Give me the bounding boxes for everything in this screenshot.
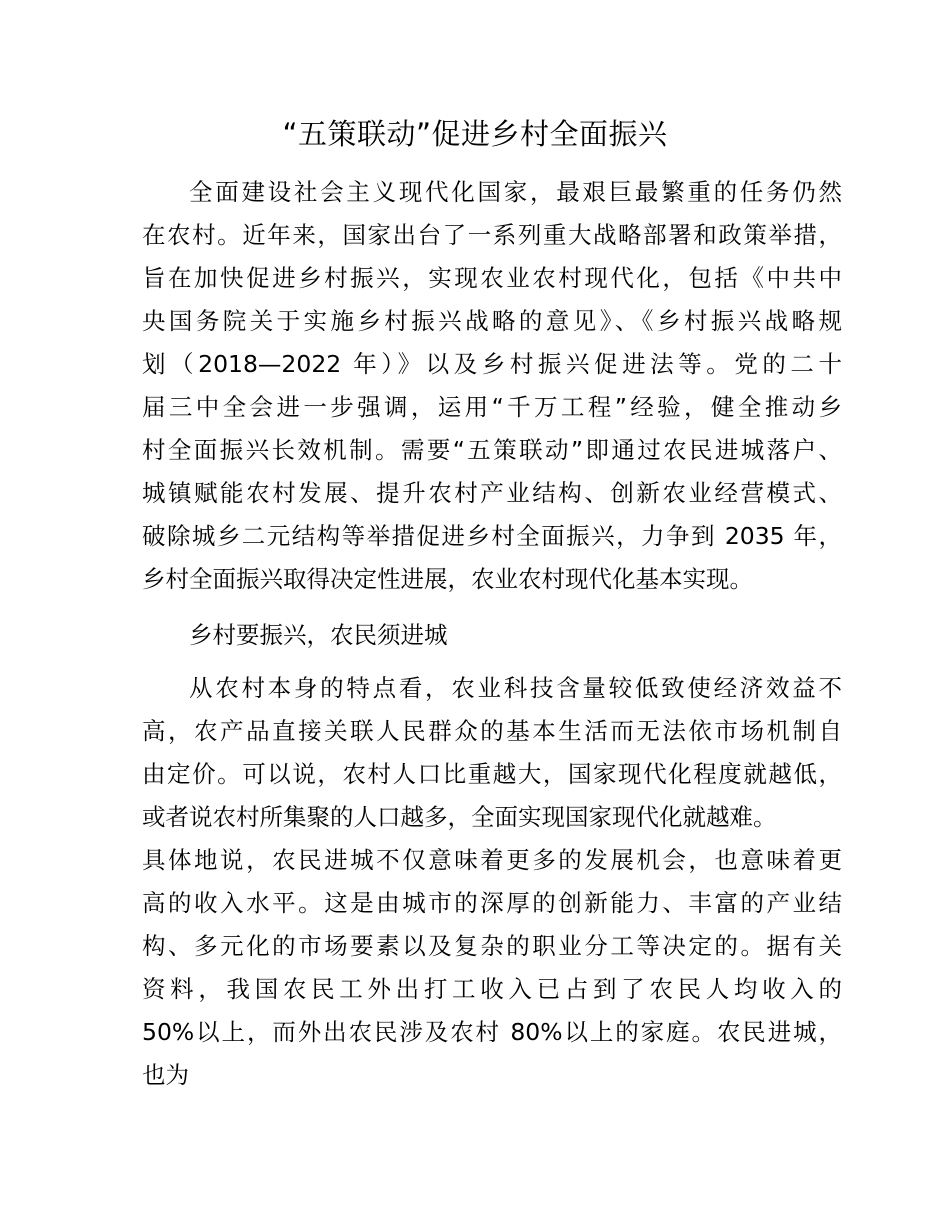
paragraph-1-line: 央国务院关于实施乡村振兴战略的意见》、《乡村振兴战略规 xyxy=(142,307,842,335)
paragraph-1-line: 在农村。近年来，国家出台了一系列重大战略部署和政策举措， xyxy=(142,221,842,249)
paragraph-2-line: 也为 xyxy=(142,1061,189,1089)
paragraph-2-line: 高，农产品直接关联人民群众的基本生活而无法依市场机制自 xyxy=(142,717,842,745)
document-title: “五策联动”促进乡村全面振兴 xyxy=(282,117,668,151)
paragraph-1-line: 城镇赋能农村发展、提升农村产业结构、创新农业经营模式、 xyxy=(142,479,842,507)
paragraph-2-line: 具体地说，农民进城不仅意味着更多的发展机会，也意味着更 xyxy=(142,846,842,874)
paragraph-1-line: 村全面振兴长效机制。需要“五策联动”即通过农民进城落户、 xyxy=(142,436,842,464)
paragraph-2-line: 或者说农村所集聚的人口越多，全面实现国家现代化就越难。 xyxy=(142,803,777,831)
paragraph-1-line: 旨在加快促进乡村振兴，实现农业农村现代化，包括《中共中 xyxy=(142,264,842,292)
paragraph-2-line: 构、多元化的市场要素以及复杂的职业分工等决定的。据有关 xyxy=(142,932,842,960)
section-heading: 乡村要振兴，农民须进城 xyxy=(189,621,448,649)
paragraph-1-line: 划（2018—2022 年）》以及乡村振兴促进法等。党的二十 xyxy=(142,350,842,378)
paragraph-1-line: 乡村全面振兴取得决定性进展，农业农村现代化基本实现。 xyxy=(142,565,753,593)
paragraph-1-line: 届三中全会进一步强调，运用“千万工程”经验，健全推动乡 xyxy=(142,393,842,421)
paragraph-2-line: 资料，我国农民工外出打工收入已占到了农民人均收入的 xyxy=(142,975,842,1003)
paragraph-2-line: 50%以上，而外出农民涉及农村 80%以上的家庭。农民进城， xyxy=(142,1018,842,1046)
paragraph-1-line: 破除城乡二元结构等举措促进乡村全面振兴，力争到 2035 年， xyxy=(142,522,842,550)
paragraph-2-line: 高的收入水平。这是由城市的深厚的创新能力、丰富的产业结 xyxy=(142,889,842,917)
paragraph-2-line: 从农村本身的特点看，农业科技含量较低致使经济效益不 xyxy=(189,674,842,702)
paragraph-1-line: 全面建设社会主义现代化国家，最艰巨最繁重的任务仍然 xyxy=(189,178,842,206)
paragraph-2-line: 由定价。可以说，农村人口比重越大，国家现代化程度就越低， xyxy=(142,760,842,788)
